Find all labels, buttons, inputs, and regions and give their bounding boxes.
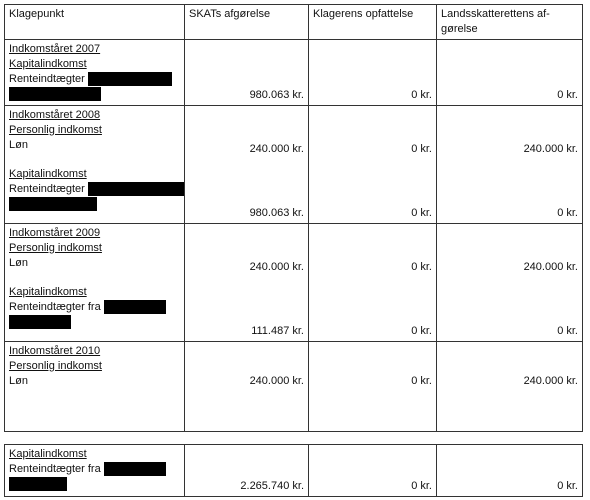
- landsskat-value: 240.000 kr.: [523, 375, 578, 387]
- skat-cell: [185, 342, 309, 432]
- decision-table-continued: [4, 444, 583, 497]
- landsskat-value: 240.000 kr.: [523, 261, 578, 273]
- year-label: Indkomståret 2010: [9, 345, 101, 357]
- item-label: Renteindtægter fra: [9, 463, 101, 475]
- year-label: Indkomståret 2008: [9, 109, 101, 121]
- klager-cell: [309, 342, 437, 432]
- income-type-label: Kapitalindkomst: [9, 58, 87, 70]
- header-skat: SKATs afgørelse: [185, 5, 309, 40]
- skat-value: 980.063 kr.: [185, 40, 309, 106]
- header-landsskat: Landsskatterettens af- gørelse: [437, 5, 583, 40]
- landsskat-cell: [437, 342, 583, 432]
- skat-cell: [185, 106, 309, 224]
- header-klager: Klagerens opfattelse: [309, 5, 437, 40]
- item-label: Renteindtægter: [9, 183, 85, 195]
- redaction-bar: [104, 462, 166, 476]
- klager-value: 0 kr.: [309, 445, 437, 497]
- income-type-label: Personlig indkomst: [9, 242, 102, 254]
- table-row-kapital: [5, 445, 583, 497]
- landsskat-value: 240.000 kr.: [523, 143, 578, 155]
- redaction-bar: [9, 87, 101, 101]
- klager-value: 0 kr.: [309, 40, 437, 106]
- item-label: Renteindtægter: [9, 73, 85, 85]
- skat-value: 980.063 kr.: [249, 207, 304, 219]
- income-type-label: Personlig indkomst: [9, 124, 102, 136]
- header-klagepunkt: Klagepunkt: [5, 5, 185, 40]
- landsskat-value: 0 kr.: [557, 207, 578, 219]
- item-label: Løn: [9, 257, 28, 269]
- klagepunkt-cell: [5, 342, 185, 432]
- landsskat-cell: [437, 224, 583, 342]
- table-row-2009: [5, 224, 583, 342]
- klagepunkt-cell: [5, 40, 185, 106]
- redaction-bar: [9, 197, 97, 211]
- klager-value: 0 kr.: [411, 375, 432, 387]
- landsskat-value: 0 kr.: [437, 445, 583, 497]
- klager-value: 0 kr.: [411, 325, 432, 337]
- table-row-2010: [5, 342, 583, 432]
- item-label: Renteindtægter fra: [9, 301, 101, 313]
- item-label: Løn: [9, 139, 28, 151]
- decision-table: [4, 4, 583, 432]
- landsskat-value: 0 kr.: [437, 40, 583, 106]
- item-label: Løn: [9, 375, 28, 387]
- klager-value: 0 kr.: [411, 261, 432, 273]
- income-type-label: Kapitalindkomst: [9, 448, 87, 460]
- redaction-bar: [9, 315, 71, 329]
- klager-cell: [309, 106, 437, 224]
- income-type-label: Kapitalindkomst: [9, 168, 87, 180]
- redaction-bar: [104, 300, 166, 314]
- skat-cell: [185, 224, 309, 342]
- skat-value: 111.487 kr.: [251, 325, 304, 337]
- landsskat-cell: [437, 106, 583, 224]
- klagepunkt-cell: [5, 106, 185, 224]
- klagepunkt-cell: [5, 445, 185, 497]
- klager-value: 0 kr.: [411, 143, 432, 155]
- redaction-bar: [88, 182, 184, 196]
- skat-value: 240.000 kr.: [249, 261, 304, 273]
- year-label: Indkomståret 2007: [9, 43, 101, 55]
- skat-value: 2.265.740 kr.: [185, 445, 309, 497]
- landsskat-value: 0 kr.: [557, 325, 578, 337]
- year-label: Indkomståret 2009: [9, 227, 101, 239]
- skat-value: 240.000 kr.: [249, 375, 304, 387]
- income-type-label: Kapitalindkomst: [9, 286, 87, 298]
- redaction-bar: [9, 477, 67, 491]
- skat-value: 240.000 kr.: [249, 143, 304, 155]
- header-row: [5, 5, 583, 40]
- klager-cell: [309, 224, 437, 342]
- klager-value: 0 kr.: [411, 207, 432, 219]
- redaction-bar: [88, 72, 172, 86]
- income-type-label: Personlig indkomst: [9, 360, 102, 372]
- table-row-2008: [5, 106, 583, 224]
- table-row-2007: [5, 40, 583, 106]
- klagepunkt-cell: [5, 224, 185, 342]
